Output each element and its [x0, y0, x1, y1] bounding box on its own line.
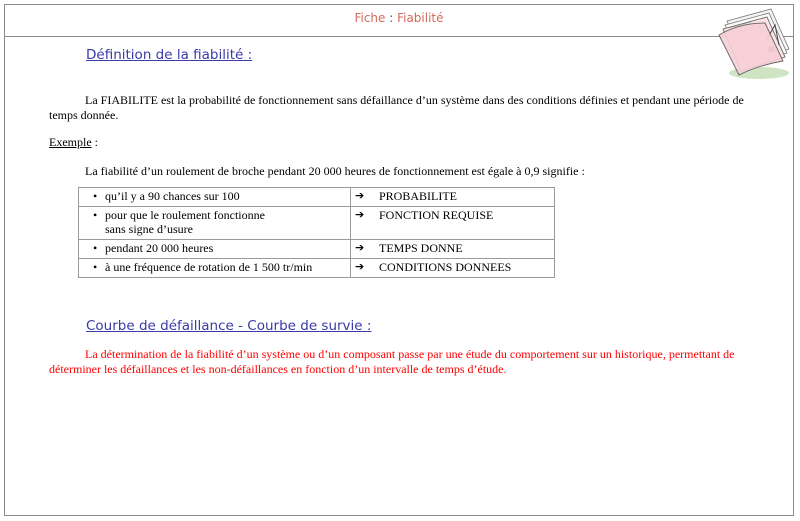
example-suffix: :: [91, 135, 98, 149]
row-condition: pendant 20 000 heures: [105, 241, 214, 255]
row-condition: pour que le roulement fonctionne sans signe d’usure: [105, 208, 265, 236]
row-concept: CONDITIONS DONNEES: [379, 260, 512, 274]
bullet-icon: •: [93, 189, 98, 203]
document-page: [4, 4, 794, 516]
table-row: [79, 188, 555, 207]
table-cell-left: [79, 240, 351, 259]
definition-paragraph: La FIABILITE est la probabilité de fonctionnement sans défaillance d’un système dans des conditions définies et pendant une période de temps donnée.: [49, 93, 744, 122]
header-subject: Fiabilité: [397, 11, 444, 25]
definition-heading: Définition de la fiabilité :: [86, 47, 253, 63]
row-condition: qu’il y a 90 chances sur 100: [105, 189, 240, 203]
row-concept: TEMPS DONNE: [379, 241, 463, 255]
table-cell-left: [79, 188, 351, 207]
header-fiche: Fiche: [354, 11, 386, 25]
arrow-right-icon: ➔: [355, 241, 365, 254]
arrow-right-icon: ➔: [355, 260, 365, 273]
table-row: [79, 259, 555, 278]
table-cell-left: [79, 259, 351, 278]
reliability-table: [78, 187, 555, 278]
table-cell-right: [351, 259, 555, 278]
arrow-right-icon: ➔: [355, 189, 365, 202]
example-paragraph: La fiabilité d’un roulement de broche pendant 20 000 heures de fonctionnement est égale à 0,9 signifie :: [85, 164, 585, 178]
row-concept: PROBABILITE: [379, 189, 457, 203]
table-row: [79, 240, 555, 259]
row-condition: à une fréquence de rotation de 1 500 tr/min: [105, 260, 313, 274]
failure-curve-paragraph: La détermination de la fiabilité d’un système ou d’un composant passe par une étude du comportement sur un historique, permettant de déterminer les défaillances et les non-défaillances en fonction d’un intervalle de temps d’étude.: [49, 347, 735, 376]
example-label: Exemple: [49, 135, 92, 149]
table-cell-right: [351, 240, 555, 259]
example-label-line: [49, 135, 98, 150]
bullet-icon: •: [93, 208, 98, 222]
bullet-icon: •: [93, 241, 98, 255]
table-row: [79, 207, 555, 240]
page-header: [5, 5, 793, 37]
folder-documents-icon: [709, 1, 795, 83]
table-cell-left: [79, 207, 351, 240]
table-cell-right: [351, 207, 555, 240]
header-separator: :: [385, 11, 398, 25]
arrow-right-icon: ➔: [355, 208, 365, 221]
bullet-icon: •: [93, 260, 98, 274]
table-cell-right: [351, 188, 555, 207]
row-concept: FONCTION REQUISE: [379, 208, 494, 222]
failure-curve-heading: Courbe de défaillance - Courbe de survie :: [86, 318, 372, 334]
